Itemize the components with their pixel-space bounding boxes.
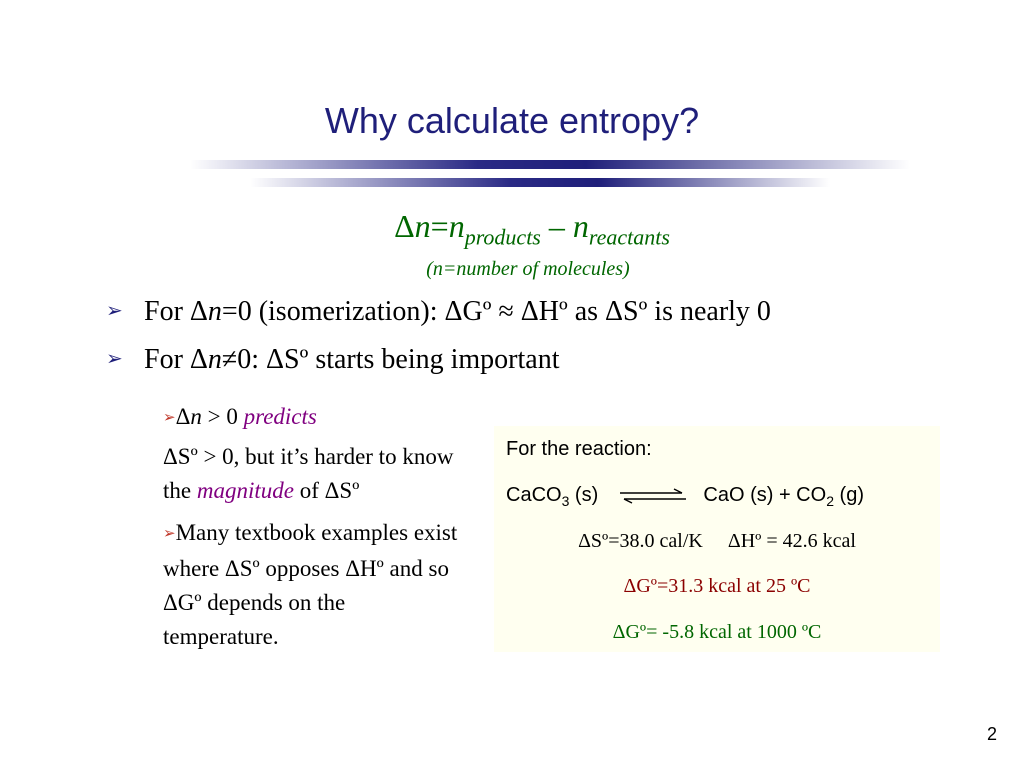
arrow-bullet-icon: ➢ [163,524,176,542]
arrow-bullet-icon: ➢ [106,346,123,370]
title-underline-bottom [250,178,830,187]
reaction-header: For the reaction: [506,438,652,460]
formula-note: (n=number of molecules) [426,258,630,280]
slide-title: Why calculate entropy? [324,100,700,141]
delta-n-formula: $\Delta n=n_{products} - n_{reactants}$ [394,208,670,250]
delta-g-1000c: ΔGº= -5.8 kcal at 1000 ºC [612,621,822,643]
arrow-bullet-icon: ➢ [163,408,176,426]
bullet-isomerization: ➢ For Δn=0 (isomerization): ΔGº ≈ ΔHº as ΔSº is nearly 0 [106,296,771,327]
sub-bullet-predicts: ➢Δn > 0 predicts ΔSº > 0, but it’s harder to know the magnitude of ΔSº ➢Many textbook examples exist where ΔSº opposes ΔHº and so ΔGº depends on the temperature. [163,404,458,649]
bullet-nonzero: ➢ For Δn≠0: ΔSº starts being important [106,344,560,375]
equilibrium-arrows-icon [618,488,688,504]
delta-g-25c: ΔGº=31.3 kcal at 25 ºC [623,575,811,597]
reaction-box [494,426,940,652]
page-number: 2 [986,724,997,744]
reaction-equation: CaCO$_3$ (s) CaO $(s) + CO_2$ (g) [506,484,864,509]
arrow-bullet-icon: ➢ [106,298,123,322]
title-underline-top [190,160,910,169]
reaction-values: ΔSº=38.0 cal/K ΔHº = 42.6 kcal [578,530,856,552]
